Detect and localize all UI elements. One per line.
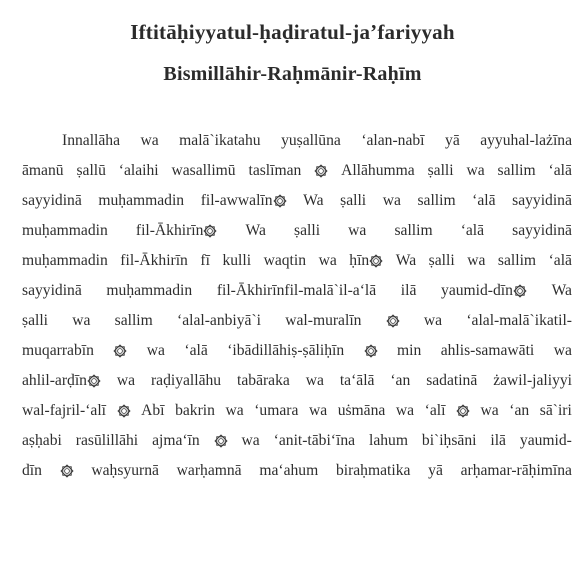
text-token: [259, 462, 318, 480]
word: wa: [553, 342, 572, 359]
word: wal-fajril-‘alī: [22, 402, 106, 419]
text-token: [493, 372, 572, 390]
text-token: [481, 402, 499, 420]
word: ṣalli: [340, 192, 367, 209]
text-token: [264, 252, 306, 270]
word: wal-muralīn: [285, 312, 362, 329]
word: wa: [467, 252, 486, 269]
text-token: [76, 162, 105, 180]
text-token: [422, 432, 477, 450]
text-token: [303, 192, 323, 210]
text-token: [461, 462, 572, 480]
text-token: [242, 432, 260, 450]
word: ḥīn: [349, 252, 370, 269]
text-line: [22, 186, 572, 216]
text-line: [22, 306, 572, 336]
word: ‘umara: [254, 402, 299, 419]
text-token: [309, 402, 327, 420]
text-token: [179, 132, 260, 150]
word: waḥsyurnā: [91, 462, 159, 479]
word: wa: [318, 252, 337, 269]
text-token: [274, 432, 355, 450]
word: ‘an: [390, 372, 411, 389]
text-token: [141, 402, 164, 420]
word: ‘alī: [424, 402, 446, 419]
word: ‘anit-tābi‘īna: [273, 432, 356, 449]
text-token: [113, 342, 127, 360]
text-token: [549, 252, 572, 270]
text-token: [441, 282, 527, 300]
text-token: [119, 162, 159, 180]
word: fil-Ākhirīnfil-malā`il-a‘lā: [216, 282, 377, 299]
text-token: [147, 342, 165, 360]
word: Wa: [551, 282, 572, 299]
text-token: [338, 402, 386, 420]
word: wa: [305, 372, 324, 389]
word: sayyidinā: [22, 282, 82, 299]
text-token: [417, 192, 455, 210]
word: ‘alā: [184, 342, 208, 359]
text-token: [319, 252, 337, 270]
word: muḥammadin: [106, 282, 193, 299]
text-token: [364, 342, 378, 360]
text-token: [62, 132, 120, 150]
text-token: [461, 222, 484, 240]
text-token: [512, 192, 572, 210]
text-token: [512, 222, 572, 240]
word: sallim: [114, 312, 153, 329]
text-token: [314, 162, 328, 180]
word: bakrin: [175, 402, 215, 419]
text-token: [246, 222, 266, 240]
word: yaumid-dīn: [441, 282, 513, 299]
word: lahum: [368, 432, 408, 449]
salawat-icon: [214, 434, 228, 448]
text-token: [386, 312, 400, 330]
word: muqarrabīn: [22, 342, 94, 359]
text-token: [285, 312, 361, 330]
word: aṣḥabi: [22, 432, 62, 449]
word: wasallimū: [171, 162, 236, 179]
text-token: [22, 372, 101, 390]
text-token: [177, 462, 242, 480]
salawat-icon: [364, 344, 378, 358]
salawat-icon: [273, 194, 287, 208]
word: wa: [308, 402, 328, 419]
word: ‘alan-nabī: [361, 132, 425, 149]
word: ‘alaihi: [118, 162, 159, 179]
word: sayyidinā: [22, 192, 82, 209]
word: wa: [382, 192, 401, 209]
text-token: [254, 402, 298, 420]
text-token: [281, 132, 341, 150]
word: sayyidinā: [512, 192, 572, 209]
word: fil-Ākhirīn: [135, 222, 204, 239]
salawat-icon: [314, 164, 328, 178]
text-token: [106, 282, 192, 300]
text-token: [340, 372, 375, 390]
text-token: [22, 402, 106, 420]
word: wa: [140, 132, 159, 149]
document-title: Iftitāḥiyyatul-ḥaḍiratul-ja’fariyyah: [130, 20, 455, 44]
word: ‘alā: [460, 222, 485, 239]
text-token: [72, 312, 90, 330]
text-line: [22, 456, 572, 486]
text-token: [466, 312, 572, 330]
text-token: [76, 432, 138, 450]
text-line: [22, 216, 572, 246]
word: bi`iḥsāni: [421, 432, 477, 449]
word: āmanū: [22, 162, 64, 179]
text-token: [429, 252, 455, 270]
text-token: [509, 402, 529, 420]
word: sallim: [497, 252, 537, 269]
word: sallim: [417, 192, 456, 209]
salawat-icon: [87, 374, 101, 388]
salawat-icon: [113, 344, 127, 358]
word: Innallāha: [62, 132, 121, 149]
word: muḥammadin: [22, 252, 108, 269]
text-token: [540, 402, 572, 420]
text-token: [151, 372, 221, 390]
text-token: [22, 432, 62, 450]
text-token: [401, 282, 417, 300]
text-token: [136, 222, 218, 240]
text-token: [549, 162, 572, 180]
text-token: [552, 282, 572, 300]
word: ‘alā: [548, 252, 572, 269]
word: ma‘ahum: [259, 462, 319, 479]
text-token: [172, 162, 236, 180]
word: ‘alā: [472, 192, 496, 209]
text-token: [520, 432, 572, 450]
word: ‘an: [509, 402, 530, 419]
text-token: [396, 252, 416, 270]
text-token: [396, 402, 414, 420]
text-token: [225, 402, 243, 420]
word: ṣalli: [427, 162, 454, 179]
text-token: [340, 192, 366, 210]
word: arḥamar-rāḥimīna: [460, 462, 572, 479]
text-token: [201, 192, 287, 210]
text-line: [22, 156, 572, 186]
text-token: [22, 282, 82, 300]
word: wa: [146, 342, 165, 359]
text-token: [214, 432, 228, 450]
word: Wa: [395, 252, 417, 269]
word: muḥammadin: [22, 222, 108, 239]
word: wa: [72, 312, 91, 329]
text-line: [22, 426, 572, 456]
word: yuṣallūna: [281, 132, 341, 149]
salawat-icon: [513, 284, 527, 298]
word: min: [397, 342, 422, 359]
text-token: [152, 432, 200, 450]
word: ṣalli: [22, 312, 48, 329]
text-token: [445, 132, 460, 150]
word: ilā: [400, 282, 417, 299]
word: Wa: [245, 222, 266, 239]
text-token: [441, 342, 535, 360]
text-token: [141, 132, 159, 150]
word: ṣallū: [76, 162, 106, 179]
prayer-text: [22, 126, 572, 486]
word: żawil-jaliyyi: [493, 372, 572, 389]
text-token: [456, 402, 470, 420]
word: Allāhumma: [341, 162, 415, 179]
text-token: [120, 252, 188, 270]
text-token: [184, 342, 207, 360]
text-token: [60, 462, 74, 480]
salawat-icon: [456, 404, 470, 418]
text-token: [394, 222, 432, 240]
salawat-icon: [386, 314, 400, 328]
word: ‘alal-anbiyā`i: [177, 312, 261, 329]
word: fil-awwalīn: [200, 192, 273, 209]
text-token: [348, 222, 366, 240]
text-token: [217, 282, 376, 300]
text-token: [466, 162, 484, 180]
text-token: [22, 462, 42, 480]
text-token: [397, 342, 421, 360]
text-token: [237, 372, 290, 390]
word: ta‘ālā: [339, 372, 375, 389]
text-line: [22, 366, 572, 396]
text-token: [498, 162, 536, 180]
text-token: [390, 372, 410, 390]
word: wa: [348, 222, 367, 239]
text-token: [294, 222, 320, 240]
word: ahlil-arḍīn: [22, 372, 87, 389]
text-token: [200, 252, 210, 270]
word: sadatinā: [426, 372, 478, 389]
text-token: [426, 372, 477, 390]
word: wa: [225, 402, 244, 419]
salawat-icon: [203, 224, 217, 238]
word: sayyidinā: [512, 222, 572, 239]
text-token: [115, 312, 153, 330]
word: sallim: [394, 222, 433, 239]
document-subtitle: Bismillāhir-Raḥmānir-Raḥīm: [163, 63, 422, 85]
word: wa: [480, 402, 499, 419]
text-token: [22, 252, 108, 270]
word: wa: [116, 372, 136, 389]
word: ‘alā: [548, 162, 572, 179]
text-token: [98, 192, 184, 210]
salawat-icon: [117, 404, 131, 418]
word: malā`ikatahu: [179, 132, 261, 149]
word: waqtin: [263, 252, 307, 269]
word: rasūlillāhi: [75, 432, 139, 449]
text-token: [177, 312, 261, 330]
text-token: [425, 402, 446, 420]
text-token: [117, 372, 135, 390]
text-token: [472, 192, 495, 210]
word: warḥamnā: [176, 462, 242, 479]
text-line: [22, 396, 572, 426]
word: biraḥmatika: [335, 462, 411, 479]
text-token: [480, 132, 572, 150]
word: wa: [423, 312, 443, 329]
text-token: [22, 162, 64, 180]
word: wa: [395, 402, 415, 419]
text-token: [467, 252, 485, 270]
word: uṡmāna: [337, 402, 386, 419]
text-token: [349, 252, 383, 270]
text-token: [341, 162, 415, 180]
word: fī: [200, 252, 210, 269]
text-token: [554, 342, 572, 360]
text-token: [428, 162, 454, 180]
word: dīn: [22, 462, 42, 479]
word: ‘ibādillāhiṣ-ṣāliḥīn: [227, 342, 345, 359]
text-line: [22, 276, 572, 306]
word: sallim: [497, 162, 536, 179]
word: wa: [466, 162, 485, 179]
text-token: [248, 162, 301, 180]
word: ahlis-samawāti: [440, 342, 535, 359]
text-token: [424, 312, 442, 330]
word: taslīman: [248, 162, 302, 179]
text-token: [22, 222, 108, 240]
word: ayyuhal-lażīna: [480, 132, 572, 149]
text-token: [383, 192, 401, 210]
text-token: [91, 462, 159, 480]
word: muḥammadin: [98, 192, 185, 209]
word: ilā: [490, 432, 506, 449]
word: sā`iri: [539, 402, 572, 419]
word: yā: [428, 462, 443, 479]
text-token: [490, 432, 506, 450]
word: ṣalli: [294, 222, 321, 239]
word: Wa: [303, 192, 324, 209]
text-token: [428, 462, 443, 480]
text-line: [22, 126, 572, 156]
word: ṣalli: [428, 252, 455, 269]
text-token: [117, 402, 131, 420]
salawat-icon: [369, 254, 383, 268]
text-token: [498, 252, 536, 270]
word: yaumid-: [519, 432, 572, 449]
text-line: [22, 336, 572, 366]
text-token: [369, 432, 408, 450]
text-token: [22, 192, 82, 210]
text-line: [22, 246, 572, 276]
word: tabāraka: [237, 372, 290, 389]
text-token: [222, 252, 251, 270]
text-token: [227, 342, 344, 360]
text-token: [22, 342, 94, 360]
text-token: [361, 132, 424, 150]
text-token: [175, 402, 215, 420]
text-token: [22, 312, 48, 330]
text-token: [336, 462, 410, 480]
word: raḍiyallāhu: [150, 372, 222, 389]
salawat-icon: [60, 464, 74, 478]
word: wa: [241, 432, 260, 449]
word: ‘alal-malā`ikatil-: [466, 312, 572, 329]
text-token: [306, 372, 324, 390]
word: kulli: [222, 252, 252, 269]
word: fil-Ākhirīn: [120, 252, 188, 269]
word: ajma‘īn: [152, 432, 200, 449]
word: Abī: [141, 402, 165, 419]
word: yā: [445, 132, 460, 149]
